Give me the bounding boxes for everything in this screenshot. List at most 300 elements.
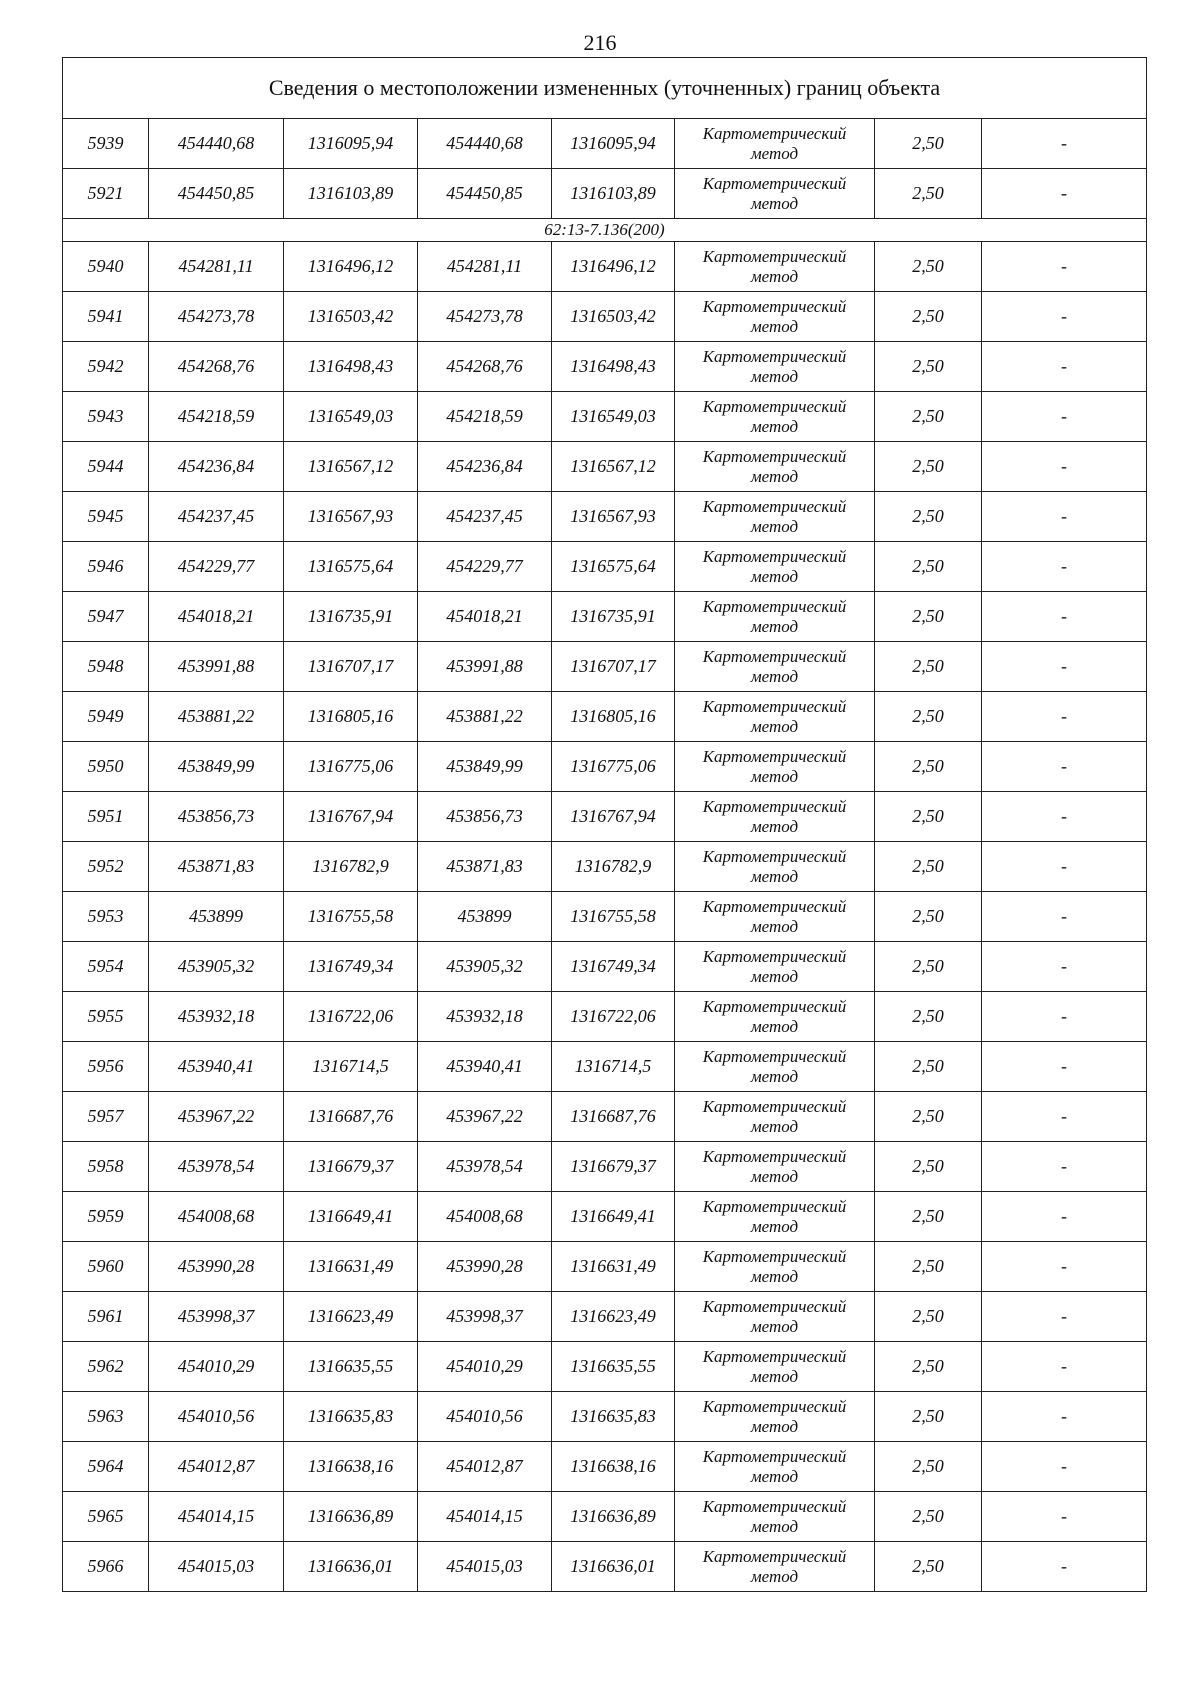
method-cell (675, 1542, 875, 1592)
method-line-2: метод (750, 1116, 799, 1136)
existing-x-cell: 454450,85 (149, 169, 284, 219)
refined-x-cell: 454014,15 (418, 1492, 552, 1542)
existing-x-cell: 454218,59 (149, 392, 284, 442)
refined-y-cell: 1316636,01 (552, 1542, 675, 1592)
refined-x-cell: 454010,56 (418, 1392, 552, 1442)
method-line-1: Картометрический (702, 1546, 847, 1566)
accuracy-cell: 2,50 (875, 1242, 982, 1292)
method-line-2: метод (750, 1266, 799, 1286)
point-number-cell: 5944 (63, 442, 149, 492)
existing-y-cell: 1316805,16 (284, 692, 418, 742)
table-row (63, 1442, 1147, 1492)
point-number-cell: 5960 (63, 1242, 149, 1292)
section-row (63, 219, 1147, 242)
note-cell: - (982, 1542, 1147, 1592)
existing-y-cell: 1316714,5 (284, 1042, 418, 1092)
table-row (63, 542, 1147, 592)
existing-x-cell: 453940,41 (149, 1042, 284, 1092)
table-row (63, 169, 1147, 219)
point-number-cell: 5946 (63, 542, 149, 592)
accuracy-cell: 2,50 (875, 1542, 982, 1592)
note-cell: - (982, 642, 1147, 692)
point-number-cell: 5953 (63, 892, 149, 942)
note-cell: - (982, 792, 1147, 842)
refined-y-cell: 1316095,94 (552, 119, 675, 169)
note-cell: - (982, 492, 1147, 542)
refined-y-cell: 1316687,76 (552, 1092, 675, 1142)
note-cell: - (982, 1042, 1147, 1092)
note-cell: - (982, 1142, 1147, 1192)
method-line-2: метод (750, 466, 799, 486)
existing-x-cell: 454237,45 (149, 492, 284, 542)
point-number-cell: 5964 (63, 1442, 149, 1492)
refined-x-cell: 453940,41 (418, 1042, 552, 1092)
method-line-2: метод (750, 716, 799, 736)
point-number-cell: 5963 (63, 1392, 149, 1442)
note-cell: - (982, 292, 1147, 342)
method-cell (675, 442, 875, 492)
table-row (63, 492, 1147, 542)
note-cell: - (982, 542, 1147, 592)
refined-x-cell: 454008,68 (418, 1192, 552, 1242)
method-line-2: метод (750, 366, 799, 386)
method-line-1: Картометрический (702, 1096, 847, 1116)
accuracy-cell: 2,50 (875, 892, 982, 942)
table-row (63, 292, 1147, 342)
accuracy-cell: 2,50 (875, 1492, 982, 1542)
point-number-cell: 5942 (63, 342, 149, 392)
table-row (63, 1142, 1147, 1192)
method-cell (675, 892, 875, 942)
method-line-1: Картометрический (702, 946, 847, 966)
table-row (63, 842, 1147, 892)
refined-y-cell: 1316782,9 (552, 842, 675, 892)
table-row (63, 342, 1147, 392)
method-line-2: метод (750, 1566, 799, 1586)
existing-x-cell: 454273,78 (149, 292, 284, 342)
method-cell (675, 392, 875, 442)
note-cell: - (982, 592, 1147, 642)
refined-x-cell: 454450,85 (418, 169, 552, 219)
note-cell: - (982, 1292, 1147, 1342)
method-line-2: метод (750, 816, 799, 836)
existing-x-cell: 453990,28 (149, 1242, 284, 1292)
note-cell: - (982, 1192, 1147, 1242)
method-line-1: Картометрический (702, 596, 847, 616)
existing-x-cell: 454010,56 (149, 1392, 284, 1442)
point-number-cell: 5962 (63, 1342, 149, 1392)
method-line-1: Картометрический (702, 546, 847, 566)
method-line-2: метод (750, 1516, 799, 1536)
method-line-2: метод (750, 866, 799, 886)
point-number-cell: 5966 (63, 1542, 149, 1592)
note-cell: - (982, 942, 1147, 992)
refined-y-cell: 1316503,42 (552, 292, 675, 342)
method-line-1: Картометрический (702, 796, 847, 816)
existing-y-cell: 1316679,37 (284, 1142, 418, 1192)
note-cell: - (982, 1242, 1147, 1292)
table-row (63, 1092, 1147, 1142)
method-line-2: метод (750, 193, 799, 213)
refined-y-cell: 1316575,64 (552, 542, 675, 592)
accuracy-cell: 2,50 (875, 342, 982, 392)
refined-x-cell: 454229,77 (418, 542, 552, 592)
table-row (63, 992, 1147, 1042)
refined-x-cell: 454015,03 (418, 1542, 552, 1592)
refined-x-cell: 453856,73 (418, 792, 552, 842)
accuracy-cell: 2,50 (875, 1142, 982, 1192)
table-row (63, 1192, 1147, 1242)
method-line-2: метод (750, 1016, 799, 1036)
existing-y-cell: 1316496,12 (284, 242, 418, 292)
refined-y-cell: 1316631,49 (552, 1242, 675, 1292)
existing-y-cell: 1316635,83 (284, 1392, 418, 1442)
point-number-cell: 5959 (63, 1192, 149, 1242)
refined-x-cell: 453881,22 (418, 692, 552, 742)
existing-y-cell: 1316103,89 (284, 169, 418, 219)
accuracy-cell: 2,50 (875, 992, 982, 1042)
refined-y-cell: 1316635,83 (552, 1392, 675, 1442)
method-line-2: метод (750, 1316, 799, 1336)
point-number-cell: 5945 (63, 492, 149, 542)
method-line-2: метод (750, 1216, 799, 1236)
existing-x-cell: 454014,15 (149, 1492, 284, 1542)
accuracy-cell: 2,50 (875, 1342, 982, 1392)
table-row (63, 1292, 1147, 1342)
point-number-cell: 5951 (63, 792, 149, 842)
point-number-cell: 5961 (63, 1292, 149, 1342)
accuracy-cell: 2,50 (875, 1042, 982, 1092)
point-number-cell: 5940 (63, 242, 149, 292)
table-row (63, 119, 1147, 169)
existing-x-cell: 454229,77 (149, 542, 284, 592)
method-cell (675, 1042, 875, 1092)
existing-x-cell: 454236,84 (149, 442, 284, 492)
point-number-cell: 5952 (63, 842, 149, 892)
refined-x-cell: 453990,28 (418, 1242, 552, 1292)
point-number-cell: 5943 (63, 392, 149, 442)
method-line-1: Картометрический (702, 696, 847, 716)
accuracy-cell: 2,50 (875, 492, 982, 542)
method-cell (675, 1342, 875, 1392)
method-cell (675, 592, 875, 642)
table-row (63, 242, 1147, 292)
refined-x-cell: 454218,59 (418, 392, 552, 442)
method-line-2: метод (750, 1366, 799, 1386)
existing-y-cell: 1316687,76 (284, 1092, 418, 1142)
existing-x-cell: 453978,54 (149, 1142, 284, 1192)
note-cell: - (982, 1092, 1147, 1142)
refined-y-cell: 1316749,34 (552, 942, 675, 992)
refined-x-cell: 454281,11 (418, 242, 552, 292)
method-line-2: метод (750, 616, 799, 636)
method-cell (675, 1092, 875, 1142)
existing-x-cell: 453856,73 (149, 792, 284, 842)
table-row (63, 1042, 1147, 1092)
method-line-1: Картометрический (702, 1446, 847, 1466)
refined-y-cell: 1316623,49 (552, 1292, 675, 1342)
accuracy-cell: 2,50 (875, 1192, 982, 1242)
refined-x-cell: 453905,32 (418, 942, 552, 992)
existing-x-cell: 454012,87 (149, 1442, 284, 1492)
note-cell: - (982, 692, 1147, 742)
method-cell (675, 792, 875, 842)
table-row (63, 1342, 1147, 1392)
refined-y-cell: 1316636,89 (552, 1492, 675, 1542)
existing-y-cell: 1316782,9 (284, 842, 418, 892)
refined-x-cell: 453871,83 (418, 842, 552, 892)
note-cell: - (982, 119, 1147, 169)
refined-y-cell: 1316755,58 (552, 892, 675, 942)
existing-y-cell: 1316635,55 (284, 1342, 418, 1392)
accuracy-cell: 2,50 (875, 842, 982, 892)
method-cell (675, 1242, 875, 1292)
method-cell (675, 642, 875, 692)
method-line-2: метод (750, 966, 799, 986)
existing-x-cell: 453899 (149, 892, 284, 942)
accuracy-cell: 2,50 (875, 742, 982, 792)
method-cell (675, 992, 875, 1042)
method-cell (675, 542, 875, 592)
existing-x-cell: 454440,68 (149, 119, 284, 169)
existing-x-cell: 453967,22 (149, 1092, 284, 1142)
table-row (63, 792, 1147, 842)
method-line-1: Картометрический (702, 446, 847, 466)
existing-y-cell: 1316503,42 (284, 292, 418, 342)
method-line-1: Картометрический (702, 1196, 847, 1216)
method-cell (675, 342, 875, 392)
accuracy-cell: 2,50 (875, 942, 982, 992)
note-cell: - (982, 842, 1147, 892)
existing-y-cell: 1316498,43 (284, 342, 418, 392)
method-line-2: метод (750, 766, 799, 786)
existing-y-cell: 1316567,12 (284, 442, 418, 492)
accuracy-cell: 2,50 (875, 1092, 982, 1142)
refined-x-cell: 454012,87 (418, 1442, 552, 1492)
table-title: Сведения о местоположении измененных (уточненных) границ объекта (63, 58, 1147, 119)
refined-x-cell: 454236,84 (418, 442, 552, 492)
method-line-2: метод (750, 1466, 799, 1486)
existing-x-cell: 453849,99 (149, 742, 284, 792)
point-number-cell: 5941 (63, 292, 149, 342)
table-row (63, 642, 1147, 692)
refined-y-cell: 1316498,43 (552, 342, 675, 392)
existing-x-cell: 454018,21 (149, 592, 284, 642)
note-cell: - (982, 1342, 1147, 1392)
method-line-1: Картометрический (702, 1296, 847, 1316)
method-line-1: Картометрический (702, 1396, 847, 1416)
refined-y-cell: 1316649,41 (552, 1192, 675, 1242)
method-line-1: Картометрический (702, 496, 847, 516)
note-cell: - (982, 442, 1147, 492)
accuracy-cell: 2,50 (875, 592, 982, 642)
boundary-coordinates-table (62, 57, 1147, 1592)
refined-x-cell: 453899 (418, 892, 552, 942)
accuracy-cell: 2,50 (875, 1442, 982, 1492)
existing-y-cell: 1316575,64 (284, 542, 418, 592)
method-line-1: Картометрический (702, 646, 847, 666)
existing-x-cell: 454268,76 (149, 342, 284, 392)
refined-x-cell: 453849,99 (418, 742, 552, 792)
accuracy-cell: 2,50 (875, 642, 982, 692)
point-number-cell: 5950 (63, 742, 149, 792)
method-line-2: метод (750, 666, 799, 686)
accuracy-cell: 2,50 (875, 119, 982, 169)
refined-y-cell: 1316775,06 (552, 742, 675, 792)
table-row (63, 592, 1147, 642)
existing-x-cell: 453881,22 (149, 692, 284, 742)
refined-y-cell: 1316496,12 (552, 242, 675, 292)
point-number-cell: 5947 (63, 592, 149, 642)
note-cell: - (982, 169, 1147, 219)
existing-y-cell: 1316623,49 (284, 1292, 418, 1342)
existing-y-cell: 1316567,93 (284, 492, 418, 542)
point-number-cell: 5949 (63, 692, 149, 742)
method-line-2: метод (750, 1416, 799, 1436)
table-row (63, 942, 1147, 992)
table-row (63, 742, 1147, 792)
existing-y-cell: 1316638,16 (284, 1442, 418, 1492)
method-cell (675, 1442, 875, 1492)
table-row (63, 392, 1147, 442)
method-cell (675, 842, 875, 892)
note-cell: - (982, 992, 1147, 1042)
table-row (63, 692, 1147, 742)
refined-x-cell: 453932,18 (418, 992, 552, 1042)
existing-x-cell: 453998,37 (149, 1292, 284, 1342)
note-cell: - (982, 892, 1147, 942)
accuracy-cell: 2,50 (875, 169, 982, 219)
method-line-2: метод (750, 1166, 799, 1186)
note-cell: - (982, 392, 1147, 442)
method-line-1: Картометрический (702, 246, 847, 266)
existing-x-cell: 453905,32 (149, 942, 284, 992)
point-number-cell: 5948 (63, 642, 149, 692)
refined-x-cell: 453967,22 (418, 1092, 552, 1142)
existing-y-cell: 1316775,06 (284, 742, 418, 792)
existing-x-cell: 453871,83 (149, 842, 284, 892)
refined-x-cell: 454440,68 (418, 119, 552, 169)
method-line-2: метод (750, 266, 799, 286)
method-line-1: Картометрический (702, 346, 847, 366)
note-cell: - (982, 1492, 1147, 1542)
method-line-2: метод (750, 1066, 799, 1086)
method-cell (675, 692, 875, 742)
method-line-1: Картометрический (702, 296, 847, 316)
table-row (63, 1542, 1147, 1592)
method-line-1: Картометрический (702, 396, 847, 416)
method-cell (675, 492, 875, 542)
refined-y-cell: 1316638,16 (552, 1442, 675, 1492)
method-line-1: Картометрический (702, 1246, 847, 1266)
refined-x-cell: 454268,76 (418, 342, 552, 392)
method-cell (675, 1492, 875, 1542)
existing-y-cell: 1316631,49 (284, 1242, 418, 1292)
refined-x-cell: 454018,21 (418, 592, 552, 642)
refined-y-cell: 1316635,55 (552, 1342, 675, 1392)
refined-y-cell: 1316767,94 (552, 792, 675, 842)
existing-y-cell: 1316636,01 (284, 1542, 418, 1592)
method-line-1: Картометрический (702, 1496, 847, 1516)
method-cell (675, 1292, 875, 1342)
existing-y-cell: 1316549,03 (284, 392, 418, 442)
accuracy-cell: 2,50 (875, 1292, 982, 1342)
accuracy-cell: 2,50 (875, 242, 982, 292)
point-number-cell: 5955 (63, 992, 149, 1042)
table-body (63, 58, 1147, 1592)
existing-x-cell: 454010,29 (149, 1342, 284, 1392)
existing-y-cell: 1316735,91 (284, 592, 418, 642)
method-cell (675, 119, 875, 169)
point-number-cell: 5939 (63, 119, 149, 169)
method-line-1: Картометрический (702, 1346, 847, 1366)
existing-x-cell: 454281,11 (149, 242, 284, 292)
refined-x-cell: 453991,88 (418, 642, 552, 692)
table-row (63, 442, 1147, 492)
method-line-1: Картометрический (702, 123, 847, 143)
method-cell (675, 742, 875, 792)
existing-y-cell: 1316095,94 (284, 119, 418, 169)
method-cell (675, 1142, 875, 1192)
method-cell (675, 292, 875, 342)
refined-x-cell: 453978,54 (418, 1142, 552, 1192)
table-row (63, 1492, 1147, 1542)
refined-x-cell: 454273,78 (418, 292, 552, 342)
existing-x-cell: 454008,68 (149, 1192, 284, 1242)
refined-y-cell: 1316722,06 (552, 992, 675, 1042)
refined-y-cell: 1316567,93 (552, 492, 675, 542)
page-number: 216 (583, 30, 617, 55)
accuracy-cell: 2,50 (875, 392, 982, 442)
refined-y-cell: 1316735,91 (552, 592, 675, 642)
method-line-2: метод (750, 566, 799, 586)
accuracy-cell: 2,50 (875, 692, 982, 742)
method-cell (675, 942, 875, 992)
method-line-2: метод (750, 316, 799, 336)
method-cell (675, 169, 875, 219)
table-row (63, 1242, 1147, 1292)
point-number-cell: 5956 (63, 1042, 149, 1092)
method-line-2: метод (750, 416, 799, 436)
refined-y-cell: 1316103,89 (552, 169, 675, 219)
note-cell: - (982, 242, 1147, 292)
refined-y-cell: 1316567,12 (552, 442, 675, 492)
method-line-1: Картометрический (702, 846, 847, 866)
table-title-row (63, 58, 1147, 119)
method-cell (675, 242, 875, 292)
refined-y-cell: 1316549,03 (552, 392, 675, 442)
note-cell: - (982, 1442, 1147, 1492)
point-number-cell: 5921 (63, 169, 149, 219)
table-row (63, 1392, 1147, 1442)
refined-y-cell: 1316805,16 (552, 692, 675, 742)
refined-y-cell: 1316707,17 (552, 642, 675, 692)
method-line-2: метод (750, 143, 799, 163)
note-cell: - (982, 742, 1147, 792)
existing-y-cell: 1316636,89 (284, 1492, 418, 1542)
method-line-1: Картометрический (702, 746, 847, 766)
table-row (63, 892, 1147, 942)
existing-y-cell: 1316649,41 (284, 1192, 418, 1242)
existing-x-cell: 453991,88 (149, 642, 284, 692)
accuracy-cell: 2,50 (875, 792, 982, 842)
existing-y-cell: 1316767,94 (284, 792, 418, 842)
method-line-1: Картометрический (702, 173, 847, 193)
accuracy-cell: 2,50 (875, 1392, 982, 1442)
refined-y-cell: 1316714,5 (552, 1042, 675, 1092)
note-cell: - (982, 1392, 1147, 1442)
existing-x-cell: 454015,03 (149, 1542, 284, 1592)
